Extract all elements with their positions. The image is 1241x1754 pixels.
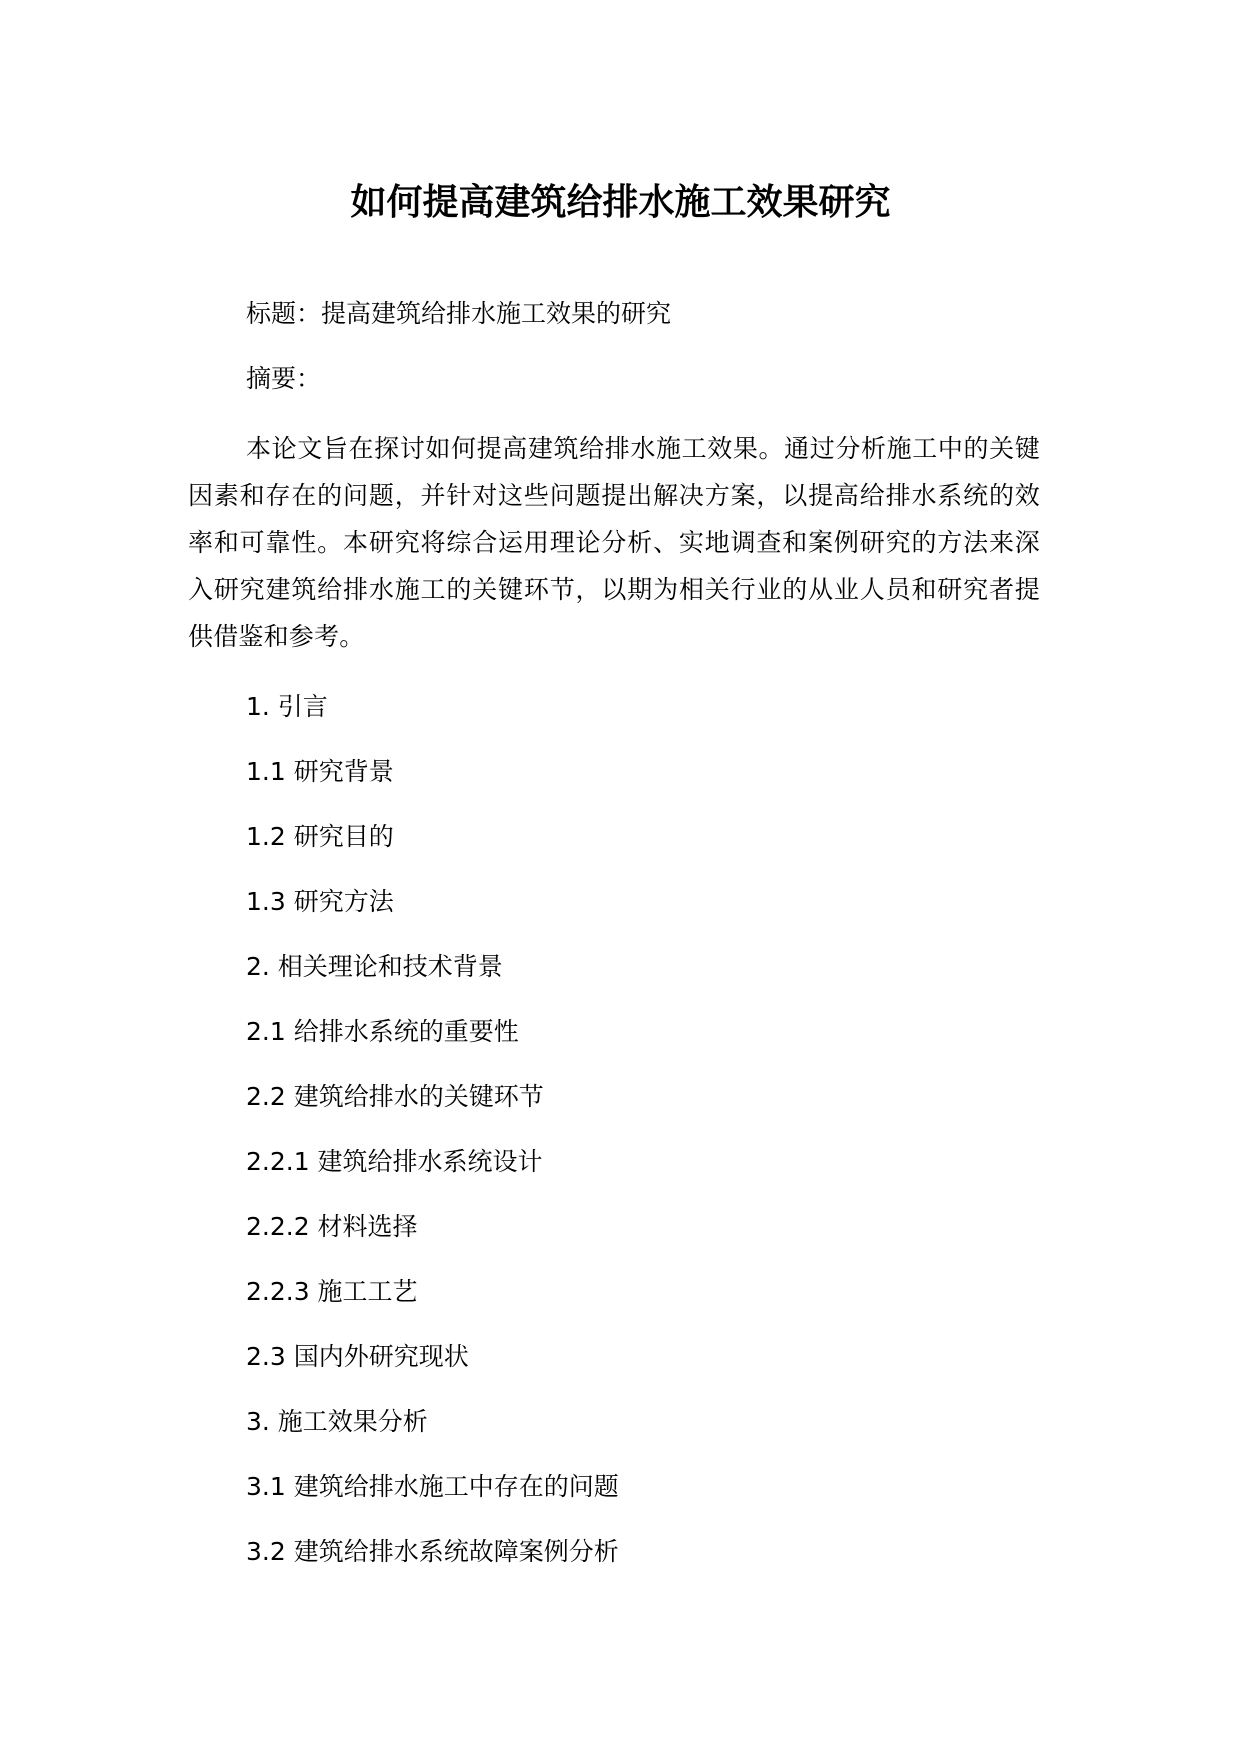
outline-item-2-1: 2.1 给排水系统的重要性 [246, 1017, 519, 1046]
outline-item-3: 3. 施工效果分析 [246, 1407, 428, 1436]
abstract-text: 本论文旨在探讨如何提高建筑给排水施工效果。通过分析施工中的关键因素和存在的问题，并针对这些问题提出解决方案，以提高给排水系统的效率和可靠性。本研究将综合运用理论分析、实地调查和案例研究的方法来深入研究建筑给排水施工的关键环节，以期为相关行业的从业人员和研究者提供借鉴和参考。 [188, 434, 1040, 651]
outline-item-2: 2. 相关理论和技术背景 [246, 952, 503, 981]
outline-list [188, 688, 1040, 1571]
outline-item-2-2-3: 2.2.3 施工工艺 [246, 1277, 418, 1306]
abstract-label: 摘要： [246, 364, 322, 393]
outline-item-2-2: 2.2 建筑给排水的关键环节 [246, 1082, 544, 1111]
outline-item-2-3: 2.3 国内外研究现状 [246, 1342, 469, 1371]
outline-item-2-2-2: 2.2.2 材料选择 [246, 1212, 418, 1241]
outline-item-1-2: 1.2 研究目的 [246, 822, 394, 851]
outline-item-1: 1. 引言 [246, 692, 328, 721]
outline-item-2-2-1: 2.2.1 建筑给排水系统设计 [246, 1147, 543, 1176]
outline-item-1-3: 1.3 研究方法 [246, 887, 394, 916]
outline-item-1-1: 1.1 研究背景 [246, 757, 394, 786]
outline-item-3-1: 3.1 建筑给排水施工中存在的问题 [246, 1472, 619, 1501]
outline-item-3-2: 3.2 建筑给排水系统故障案例分析 [246, 1537, 619, 1566]
document-title: 如何提高建筑给排水施工效果研究 [350, 182, 891, 223]
document-body [188, 295, 1040, 1598]
subtitle-line: 标题：提高建筑给排水施工效果的研究 [246, 299, 672, 328]
